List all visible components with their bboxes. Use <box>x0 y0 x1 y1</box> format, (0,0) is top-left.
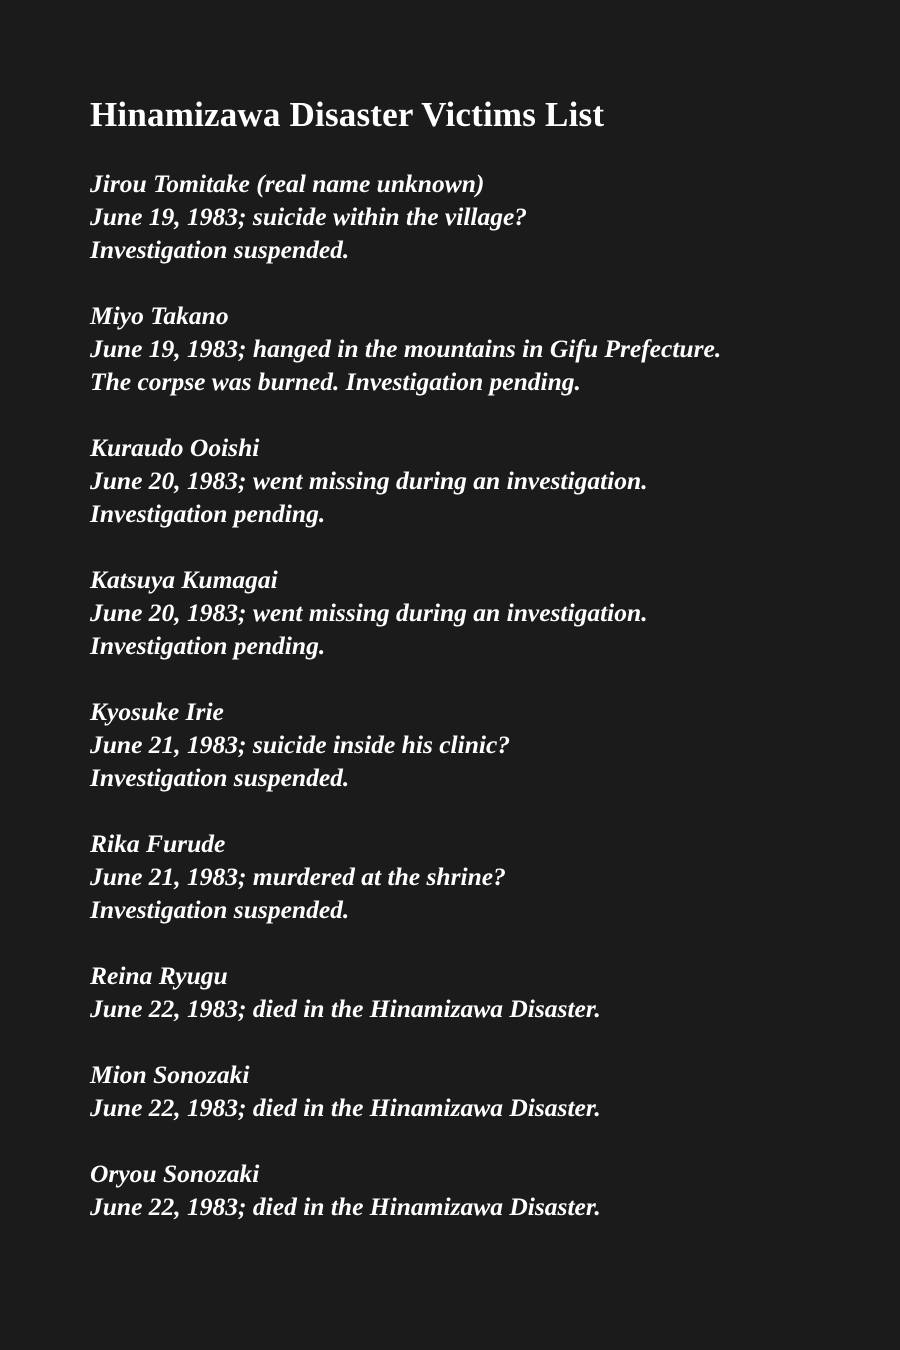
victim-detail: June 22, 1983; died in the Hinamizawa Disaster. <box>90 1093 601 1122</box>
victim-status: The corpse was burned. Investigation pending. <box>90 367 581 396</box>
victim-name: Reina Ryugu <box>90 961 228 990</box>
victim-detail: June 21, 1983; murdered at the shrine? <box>90 862 506 891</box>
victims-list <box>90 167 870 1223</box>
victim-name: Oryou Sonozaki <box>90 1159 260 1188</box>
victim-name: Miyo Takano <box>90 301 229 330</box>
victim-entry-oryou-sonozaki <box>90 1157 870 1223</box>
victim-detail: June 20, 1983; went missing during an investigation. <box>90 598 648 627</box>
page-title: Hinamizawa Disaster Victims List <box>90 95 605 134</box>
victim-name: Katsuya Kumagai <box>90 565 278 594</box>
victim-entry-miyo-takano <box>90 299 870 398</box>
victim-entry-katsuya-kumagai <box>90 563 870 662</box>
victim-name: Kyosuke Irie <box>90 697 224 726</box>
victim-name: Jirou Tomitake (real name unknown) <box>90 169 485 198</box>
victim-detail: June 22, 1983; died in the Hinamizawa Disaster. <box>90 1192 601 1221</box>
victim-entry-reina-ryugu <box>90 959 870 1025</box>
victim-entry-rika-furude <box>90 827 870 926</box>
victim-detail: June 20, 1983; went missing during an investigation. <box>90 466 648 495</box>
victim-entry-kyosuke-irie <box>90 695 870 794</box>
victim-detail: June 19, 1983; hanged in the mountains in Gifu Prefecture. <box>90 334 722 363</box>
victim-status: Investigation suspended. <box>90 895 350 924</box>
victim-status: Investigation suspended. <box>90 235 350 264</box>
victim-detail: June 22, 1983; died in the Hinamizawa Disaster. <box>90 994 601 1023</box>
victim-detail: June 19, 1983; suicide within the village? <box>90 202 528 231</box>
victim-status: Investigation pending. <box>90 631 326 660</box>
victim-entry-jirou-tomitake <box>90 167 870 266</box>
victim-name: Kuraudo Ooishi <box>90 433 260 462</box>
victim-status: Investigation pending. <box>90 499 326 528</box>
victim-entry-kuraudo-ooishi <box>90 431 870 530</box>
victim-name: Mion Sonozaki <box>90 1060 250 1089</box>
victim-status: Investigation suspended. <box>90 763 350 792</box>
victim-name: Rika Furude <box>90 829 226 858</box>
victim-entry-mion-sonozaki <box>90 1058 870 1124</box>
victim-detail: June 21, 1983; suicide inside his clinic? <box>90 730 511 759</box>
victims-list-document <box>90 93 870 1256</box>
